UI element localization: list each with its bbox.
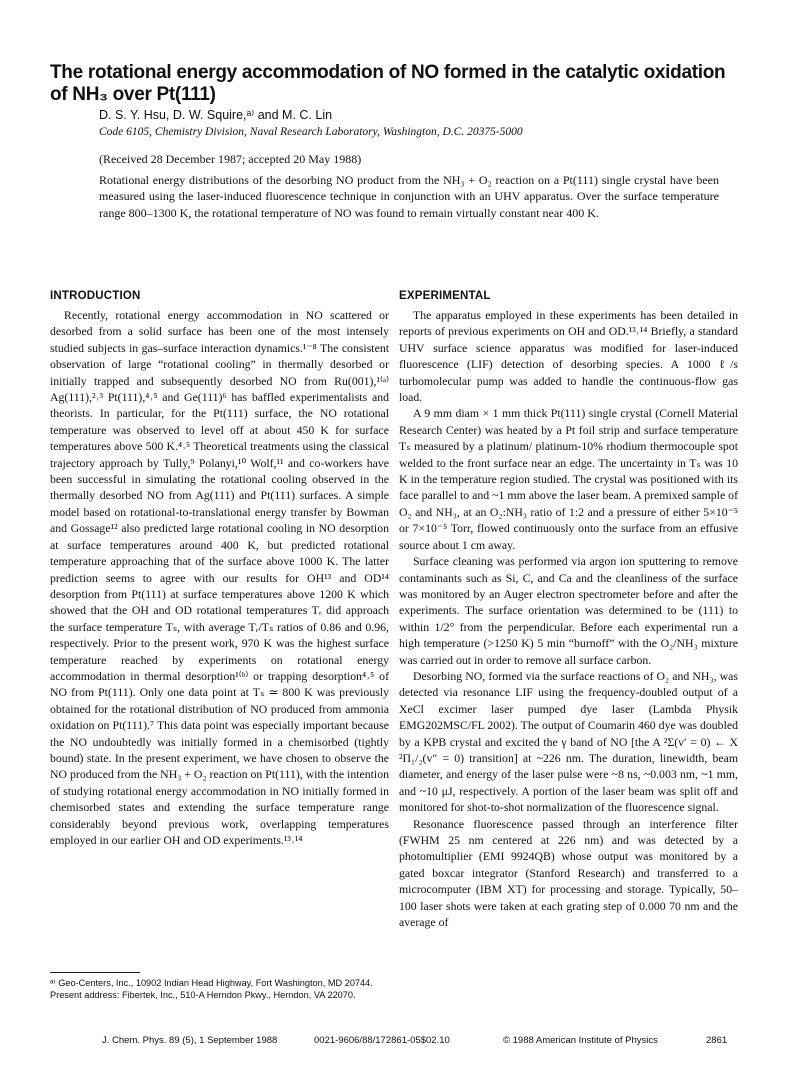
page-number: 2861 [706, 1035, 728, 1046]
author-affiliation: Code 6105, Chemistry Division, Naval Research Laboratory, Washington, D.C. 20375-5000 [99, 126, 523, 138]
article-title: The rotational energy accommodation of NO formed in the catalytic oxidation of NH₃ over Pt(111) [50, 62, 726, 105]
experimental-paragraph: Resonance fluorescence passed through an interference filter (FWHM 25 nm centered at 226 nm) and was detected by a photomultiplier (EMI 9924QB) whose output was monitored by a gated boxcar integrator (Stanford Research) and transferred to a microcomputer (IBM XT) for processing and storage. Typically, 50–100 laser shots were taken at each grating step of 0.000 70 nm and the average of [399, 816, 738, 930]
left-column [50, 290, 389, 848]
experimental-paragraph: The apparatus employed in these experiments has been detailed in reports of previous experiments on OH and OD.¹³˒¹⁴ Briefly, a standard UHV surface science apparatus was modified for laser-induced fluorescence (LIF) detection of desorbing species. A 1000 ℓ/s turbomolecular pump was added to handle the continuous-flow gas load. [399, 308, 738, 405]
footnote-divider [50, 972, 140, 973]
footer-journal-citation: J. Chem. Phys. 89 (5), 1 September 1988 [102, 1035, 278, 1046]
footnote: ᵃ⁾ Geo-Centers, Inc., 10902 Indian Head Highway, Fort Washington, MD 20744. Present address: Fibertek, Inc., 510-A Herndon Pkwy., Herndon, VA 22070. [50, 978, 373, 1000]
received-dates: (Received 28 December 1987; accepted 20 May 1988) [99, 152, 362, 166]
experimental-paragraph: Desorbing NO, formed via the surface reactions of O₂ and NH₃, was detected via resonance LIF using the frequency-doubled output of a XeCl excimer laser pumped dye laser (Lambda Physik EMG202MSC/FL 2002). The output of Coumarin 460 dye was doubled by a KPB crystal and excited the γ band of NO [the A ²Σ(v′ = 0) ← X ²Π₁/₂(v″ = 0) transition] at ~226 nm. The duration, linewidth, beam diameter, and energy of the laser pulse were ~8 ns, ~0.003 nm, ~1 mm, and ~10 μJ, respectively. A portion of the laser beam was split off and monitored for shot-to-shot normalization of the fluorescence signal. [399, 668, 738, 815]
author-list: D. S. Y. Hsu, D. W. Squire,ᵃ⁾ and M. C. Lin [99, 108, 333, 122]
footer-article-code: 0021-9606/88/172861-05$02.10 [314, 1035, 450, 1046]
section-heading-introduction: INTRODUCTION [50, 290, 141, 302]
experimental-paragraph: A 9 mm diam × 1 mm thick Pt(111) single crystal (Cornell Material Research Center) was heated by a Pt foil strip and surface temperature Tₛ measured by a platinum/ platinum-10% rhodium thermocouple spot welded to the front surface near an edge. The uncertainty in Tₛ was 10 K in the temperature region studied. The crystal was positioned with its face parallel to and ~1 mm above the laser beam. A premixed sample of O₂ and NH₃, at an O₂:NH₃ ratio of 1:2 and a pressure of either 5×10⁻⁵ or 7×10⁻⁵ Torr, flowed continuously onto the surface from an effusive source about 1 cm away. [399, 406, 738, 552]
footer-copyright: © 1988 American Institute of Physics [503, 1035, 658, 1046]
section-heading-experimental: EXPERIMENTAL [399, 290, 491, 302]
abstract: Rotational energy distributions of the desorbing NO product from the NH₃ + O₂ reaction on a Pt(111) single crystal have been measured using the laser-induced fluorescence technique in conjunction with an UHV apparatus. Over the surface temperature range 800–1300 K, the rotational temperature of NO was found to remain virtually constant near 400 K. [99, 173, 719, 220]
experimental-paragraph: Surface cleaning was performed via argon ion sputtering to remove contaminants such as Si, C, and Ca and the cleanliness of the surface was monitored by an Auger electron spectrometer before and after the experiments. The surface orientation was determined to be (111) to within 1/2° from the perpendicular. Before each experimental run a high temperature (>1250 K) 5 min “burnoff” with the O₂/NH₃ mixture was carried out in order to remove all surface carbon. [399, 554, 738, 667]
intro-paragraph: Recently, rotational energy accommodation in NO scattered or desorbed from a solid surface has been one of the most intensely studied subjects in gas–surface interaction dynamics.¹⁻⁸ The consistent observation of large “rotational cooling” in thermally desorbed or initially trapped and subsequently desorbed NO from Ru(001),¹⁽ᵃ⁾ Ag(111),²˒³ Pt(111),⁴˒⁵ and Ge(111)⁶ has baffled experimentalists and theorists. In particular, for the Pt(111) surface, the NO rotational temperature was observed to level off at about 450 K for surface temperatures above 500 K.⁴˒⁵ Theoretical treatments using the classical trajectory approach by Tully,⁹ Polanyi,¹⁰ Wolf,¹¹ and co-workers have been successful in simulating the rotational cooling observed in the thermally desorbed NO from Ag(111) and Pt(111) surfaces. A simple model based on rotational-to-translational energy transfer by Bowman and Gossage¹² also predicted large rotational cooling in NO desorption at surface temperatures around 400 K, but predicted rotational temperature approaching that of the surface above 1000 K. The latter prediction seems to agree with our results for OH¹³ and OD¹⁴ desorption from Pt(111) at surface temperatures above 1200 K which showed that the OH and OD rotational temperatures Tᵣ did approach the surface temperature Tₛ, with average Tᵣ/Tₛ ratios of 0.86 and 0.96, respectively. Prior to the present work, 970 K was the highest surface temperature reached by experiments on rotational energy accommodation in thermal desorption¹⁽ᵇ⁾ or trapping desorption⁴˒⁵ of NO from Pt(111). Only one data point at Tₛ ≃ 800 K was previously obtained for the rotational distribution of NO produced from ammonia oxidation on Pt(111).⁷ This data point was especially important because the NO undoubtedly was initially formed in a chemisorbed (tightly bound) state. In the present experiment, we have chosen to observe the NO produced from the NH₃ + O₂ reaction on Pt(111), with the intention of studying rotational energy accommodation in NO initially formed in chemisorbed states and extending the surface temperature range considerably beyond previous work, overlapping temperatures employed in our earlier OH and OD experiments.¹³˒¹⁴ [50, 308, 389, 847]
right-column [399, 290, 738, 930]
